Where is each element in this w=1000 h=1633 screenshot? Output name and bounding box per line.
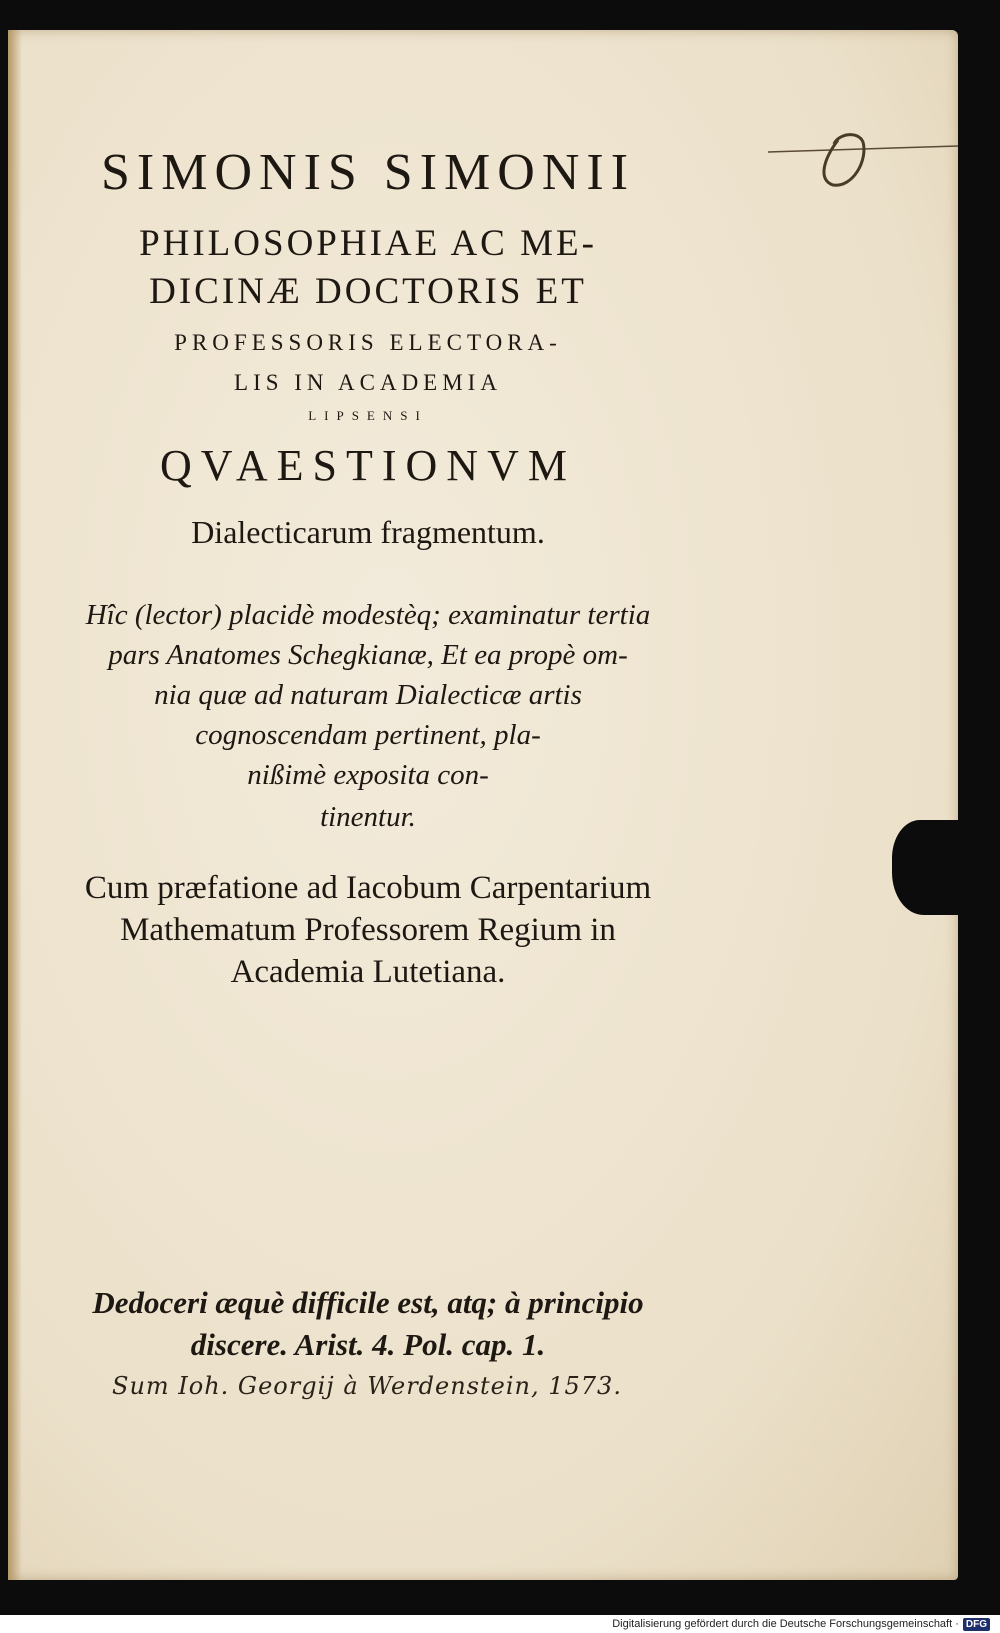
description-line: nia quæ ad naturam Dialecticæ artis [154, 679, 582, 711]
preface-line: Cum præfatione ad Iacobum Carpentarium [84, 870, 652, 906]
author-title-line-3: PROFESSORIS ELECTORA- [174, 330, 562, 355]
preface-line: Academia Lutetiana. [230, 954, 506, 990]
author-title-line-2: DICINÆ DOCTORIS ET [149, 271, 587, 312]
title-page [8, 30, 958, 1580]
author-name: SIMONIS SIMONII [100, 144, 636, 201]
motto-line: Dedoceri æquè difficile est, atq; à principio [92, 1285, 644, 1320]
digitization-footer [612, 1616, 990, 1632]
book-title: QVAESTIONVM [160, 441, 576, 490]
dfg-logo: DFG [963, 1618, 990, 1631]
description-line: tinentur. [320, 801, 416, 833]
description-line: nißimè exposita con- [247, 759, 489, 791]
page-edge-tear [892, 820, 962, 915]
description-line: pars Anatomes Schegkianæ, Et ea propè om- [108, 639, 628, 671]
ownership-inscription: Sum Ioh. Georgij à Werdenstein, 1573. [112, 1372, 622, 1400]
author-title-line-5: LIPSENSI [308, 408, 428, 423]
description-line: Hîc (lector) placidè modestèq; examinatur tertia [85, 599, 651, 631]
footer-text: Digitalisierung gefördert durch die Deutsche Forschungsgemeinschaft · [612, 1618, 959, 1630]
handwritten-mark-icon [768, 120, 968, 200]
description-line: cognoscendam pertinent, pla- [195, 719, 541, 751]
preface-line: Mathematum Professorem Regium in [120, 912, 616, 948]
author-title-line-1: PHILOSOPHIAE AC ME- [139, 223, 597, 264]
motto-line: discere. Arist. 4. Pol. cap. 1. [190, 1327, 546, 1362]
book-subtitle: Dialecticarum fragmentum. [191, 514, 545, 550]
author-title-line-4: LIS IN ACADEMIA [234, 370, 502, 395]
